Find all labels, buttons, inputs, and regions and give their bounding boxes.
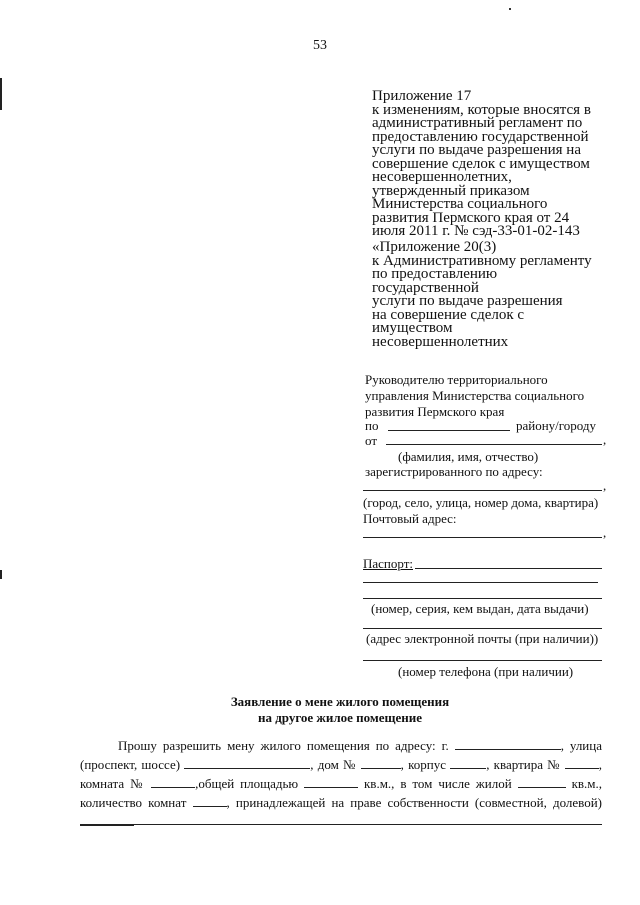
addressee-line: управления Министерства социального <box>365 388 585 403</box>
passport-hint: (номер, серия, кем выдан, дата выдачи) <box>371 601 589 616</box>
scan-margin-mark <box>0 78 2 110</box>
continuation-line[interactable] <box>80 824 602 825</box>
ot-label: от <box>365 433 378 448</box>
comma: , <box>603 432 607 447</box>
comma: , <box>603 525 607 540</box>
phone-field[interactable] <box>363 660 602 661</box>
page-number: 53 <box>313 38 327 53</box>
city-field[interactable] <box>455 738 561 750</box>
scan-margin-mark <box>0 570 2 579</box>
title-line-2: на другое жилое помещение <box>257 710 423 725</box>
apartment-field[interactable] <box>565 757 599 769</box>
passport-label: Паспорт: <box>363 556 414 571</box>
appendix-line: на совершение сделок с <box>372 306 525 323</box>
appendix-line: «Приложение 20(3) <box>372 239 497 255</box>
living-area-field[interactable] <box>518 776 566 788</box>
application-body <box>80 736 602 831</box>
appendix-line: услуги по выдаче разрешения <box>372 293 563 309</box>
appendix-line: по предоставлению <box>372 266 498 282</box>
header-dot <box>509 8 511 10</box>
phone-hint: (номер телефона (при наличии) <box>398 664 574 679</box>
appendix-line: несовершеннолетних, <box>372 169 512 185</box>
po-label: по <box>365 418 379 433</box>
appendix-line: административный регламент по <box>372 115 583 131</box>
appendix-line: услуги по выдаче разрешения на <box>372 142 581 158</box>
appendix-line: июля 2011 г. № сэд-33-01-02-143 <box>372 223 580 239</box>
appendix-line: к Административному регламенту <box>372 252 592 269</box>
appendix-line: Приложение 17 <box>372 88 472 104</box>
comma: , <box>603 478 607 493</box>
addressee-line: Руководителю территориального <box>365 372 548 387</box>
body-text: , квартира № <box>486 757 561 772</box>
postal-label: Почтовый адрес: <box>363 511 457 526</box>
addressee-line: развития Пермского края <box>365 404 505 419</box>
body-text: Прошу разрешить мену жилого помещения по адресу: г. <box>118 738 449 753</box>
registered-label: зарегистрированного по адресу: <box>365 464 543 479</box>
district-label: району/городу <box>516 418 597 433</box>
email-field[interactable] <box>363 628 602 629</box>
application-title <box>0 694 640 726</box>
rooms-count-field[interactable] <box>193 795 227 807</box>
appendix-line: имуществом <box>372 320 453 336</box>
passport-field-line-3[interactable] <box>363 598 602 599</box>
body-text: кв.м., количество комнат <box>80 776 602 810</box>
appendix-line: несовершеннолетних <box>372 333 509 350</box>
body-text: кв.м., в том числе жилой <box>363 776 512 791</box>
passport-field-line-2[interactable] <box>363 582 598 583</box>
address-hint: (город, село, улица, номер дома, квартира) <box>363 495 599 510</box>
appendix-line: совершение сделок с имуществом <box>372 155 590 172</box>
appendix-line: утвержденный приказом <box>372 182 530 199</box>
appendix-line: предоставлению государственной <box>372 128 589 145</box>
passport-field[interactable] <box>415 568 602 569</box>
building-field[interactable] <box>450 757 486 769</box>
appendix-line: к изменениям, которые вносятся в <box>372 101 591 118</box>
appendix-17-header <box>372 90 591 239</box>
street-field[interactable] <box>184 757 310 769</box>
body-text: , комната № <box>80 757 603 791</box>
body-text: , корпус <box>400 757 446 772</box>
total-area-field[interactable] <box>304 776 358 788</box>
body-text: , принадлежащей на праве собственности (совместной, долевой) <box>226 795 602 810</box>
appendix-line: государственной <box>372 279 479 296</box>
district-field[interactable] <box>388 430 510 431</box>
email-hint: (адрес электронной почты (при наличии)) <box>366 631 599 646</box>
appendix-line: развития Пермского края от 24 <box>372 209 570 226</box>
fio-field[interactable] <box>386 444 602 445</box>
postal-address-field[interactable] <box>363 537 602 538</box>
room-field[interactable] <box>151 776 195 788</box>
appendix-line: Министерства социального <box>372 196 548 212</box>
house-field[interactable] <box>361 757 401 769</box>
body-text: ,общей площадью <box>195 776 299 791</box>
appendix-20-header <box>372 241 592 349</box>
title-line-1: Заявление о мене жилого помещения <box>230 694 450 709</box>
body-text: , улица (проспект, шоссе) <box>80 738 602 772</box>
registered-address-field[interactable] <box>363 490 602 491</box>
fio-hint: (фамилия, имя, отчество) <box>398 449 539 464</box>
body-text: , дом № <box>310 757 357 772</box>
addressee-block <box>365 372 584 420</box>
